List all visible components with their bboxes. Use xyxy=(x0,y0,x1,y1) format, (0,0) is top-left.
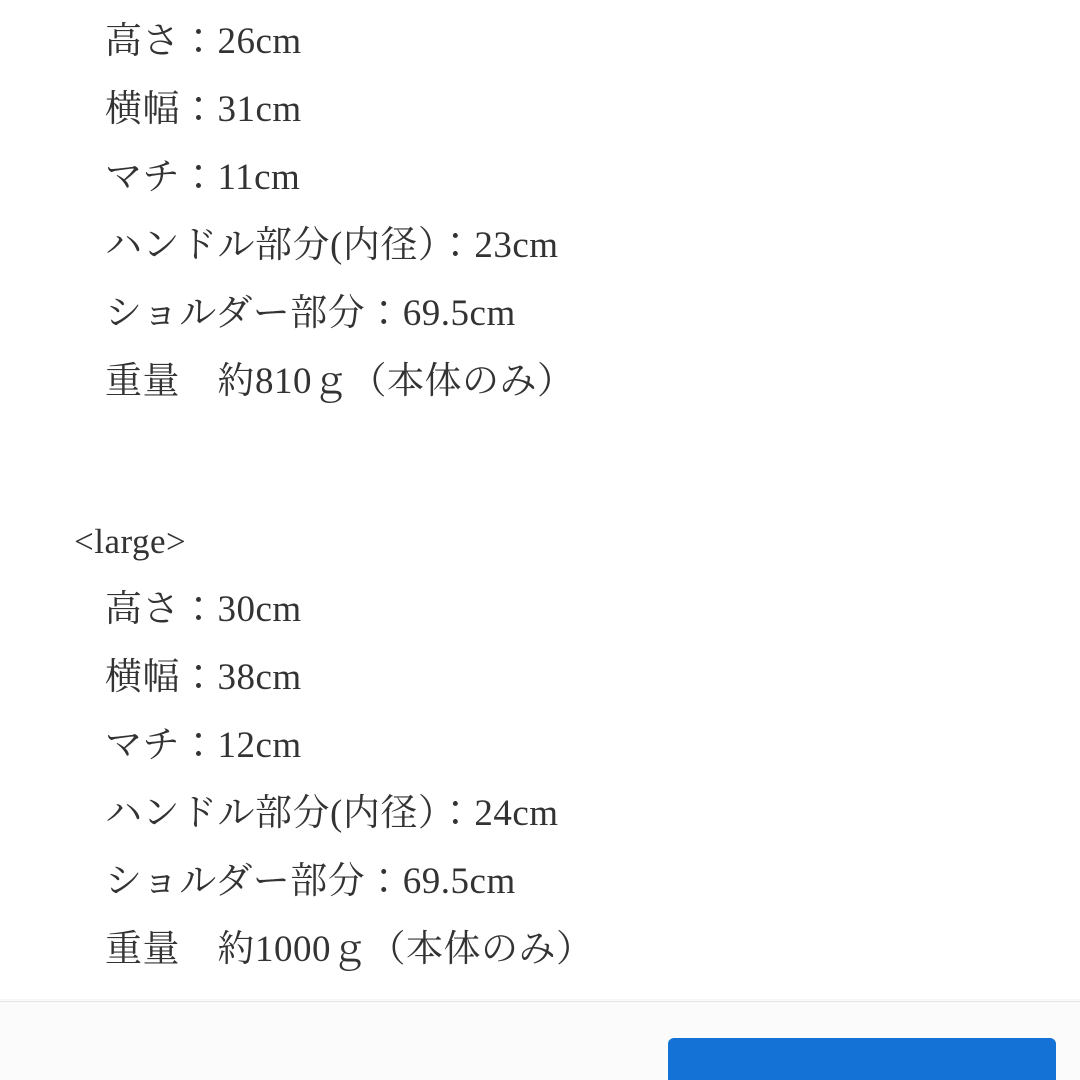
bottom-bar xyxy=(0,1001,1080,1080)
spec-line-shoulder: ショルダー部分：69.5cm xyxy=(105,293,516,334)
spec-line-weight: 重量 約810ｇ（本体のみ） xyxy=(105,361,575,402)
spec-group-large xyxy=(0,508,1080,984)
spec-line-weight-large: 重量 約1000ｇ（本体のみ） xyxy=(105,929,594,970)
spec-line-depth-large: マチ：12cm xyxy=(105,725,302,766)
spec-line-depth: マチ：11cm xyxy=(105,157,301,198)
spec-line-height-large: 高さ：30cm xyxy=(105,589,302,630)
spec-line-handle: ハンドル部分(内径）：23cm xyxy=(105,225,559,266)
spec-line-width-large: 横幅：38cm xyxy=(105,657,302,698)
primary-cta-button[interactable] xyxy=(668,1038,1056,1080)
spec-line-width: 横幅：31cm xyxy=(105,89,302,130)
group-spacer xyxy=(0,416,1080,508)
spec-line-shoulder-large: ショルダー部分：69.5cm xyxy=(105,861,516,902)
spec-line-height: 高さ：26cm xyxy=(105,21,302,62)
group-heading-large: <large> xyxy=(74,522,187,561)
spec-line-handle-large: ハンドル部分(内径）：24cm xyxy=(105,793,559,834)
spec-group-small xyxy=(0,8,1080,416)
